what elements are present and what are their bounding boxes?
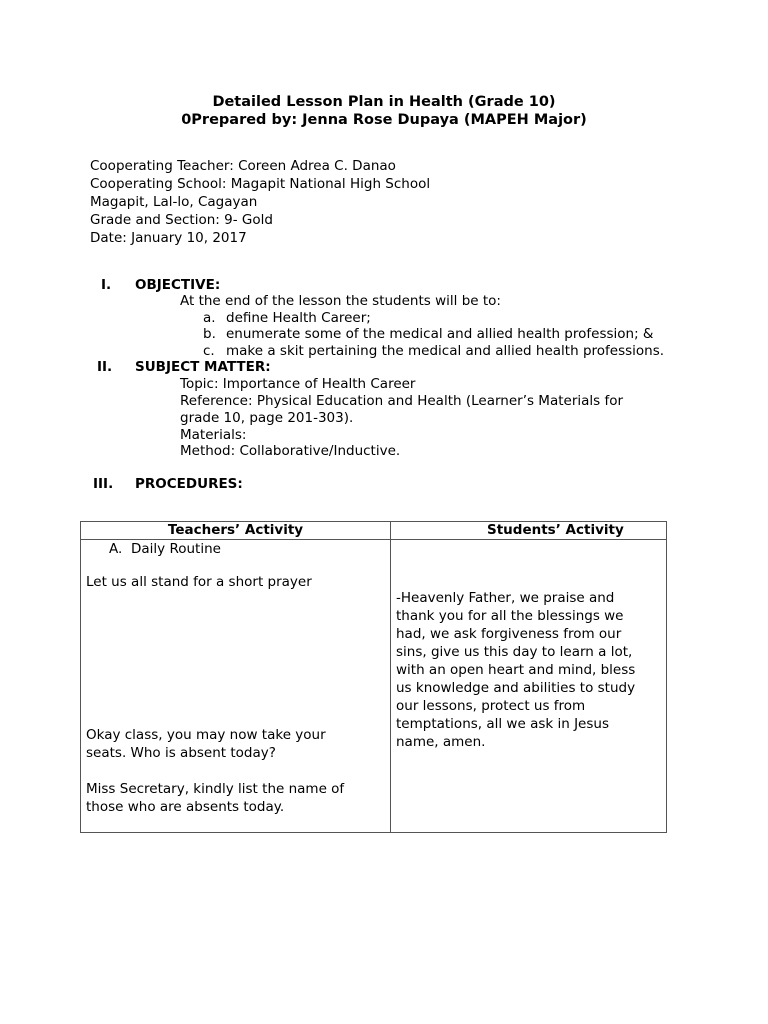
student-line: -Heavenly Father, we praise and [396, 590, 615, 606]
objective-heading: OBJECTIVE: [135, 277, 221, 293]
students-activity-header: Students’ Activity [391, 522, 667, 540]
grade-section: Grade and Section: 9- Gold [90, 212, 273, 228]
subject-topic: Topic: Importance of Health Career [180, 376, 416, 392]
objective-intro: At the end of the lesson the students will be to: [180, 293, 501, 309]
student-line: with an open heart and mind, bless [396, 662, 636, 678]
objective-item-b: enumerate some of the medical and allied health profession; & [226, 326, 654, 342]
document-title: Detailed Lesson Plan in Health (Grade 10) [212, 94, 556, 110]
student-line: our lessons, protect us from [396, 698, 586, 714]
procedures-heading: PROCEDURES: [135, 476, 243, 492]
cooperating-teacher: Cooperating Teacher: Coreen Adrea C. Danao [90, 158, 396, 174]
table-header-row [81, 522, 667, 540]
objective-marker-a: a. [203, 310, 216, 326]
student-line: sins, give us this day to learn a lot, [396, 644, 633, 660]
teacher-line: seats. Who is absent today? [86, 745, 276, 761]
routine-marker: A. [109, 541, 123, 557]
objective-number: I. [101, 277, 112, 293]
subject-reference-cont: grade 10, page 201-303). [180, 410, 354, 426]
student-line: thank you for all the blessings we [396, 608, 624, 624]
prepared-by: 0Prepared by: Jenna Rose Dupaya (MAPEH Major) [181, 112, 587, 128]
objective-item-c: make a skit pertaining the medical and allied health professions. [226, 343, 665, 359]
table-row [81, 540, 667, 833]
teacher-cell [81, 540, 391, 833]
teacher-line: those who are absents today. [86, 799, 285, 815]
routine-label: Daily Routine [131, 541, 221, 557]
teacher-line: Let us all stand for a short prayer [86, 574, 312, 590]
student-cell [391, 540, 667, 833]
teacher-line: Miss Secretary, kindly list the name of [86, 781, 345, 797]
subject-heading: SUBJECT MATTER: [135, 359, 271, 375]
subject-materials: Materials: [180, 427, 247, 443]
teachers-activity-header: Teachers’ Activity [81, 522, 391, 540]
cooperating-school: Cooperating School: Magapit National High School [90, 176, 431, 192]
subject-method: Method: Collaborative/Inductive. [180, 443, 401, 459]
procedures-table [80, 521, 667, 833]
objective-item-a: define Health Career; [226, 310, 371, 326]
school-address: Magapit, Lal-lo, Cagayan [90, 194, 258, 210]
objective-marker-c: c. [203, 343, 215, 359]
subject-number: II. [97, 359, 113, 375]
subject-reference: Reference: Physical Education and Health (Learner’s Materials for [180, 393, 624, 409]
lesson-date: Date: January 10, 2017 [90, 230, 247, 246]
student-line: had, we ask forgiveness from our [396, 626, 622, 642]
teacher-line: Okay class, you may now take your [86, 727, 326, 743]
procedures-number: III. [93, 476, 114, 492]
student-line: name, amen. [396, 734, 486, 750]
student-line: us knowledge and abilities to study [396, 680, 636, 696]
objective-marker-b: b. [203, 326, 216, 342]
student-line: temptations, all we ask in Jesus [396, 716, 609, 732]
